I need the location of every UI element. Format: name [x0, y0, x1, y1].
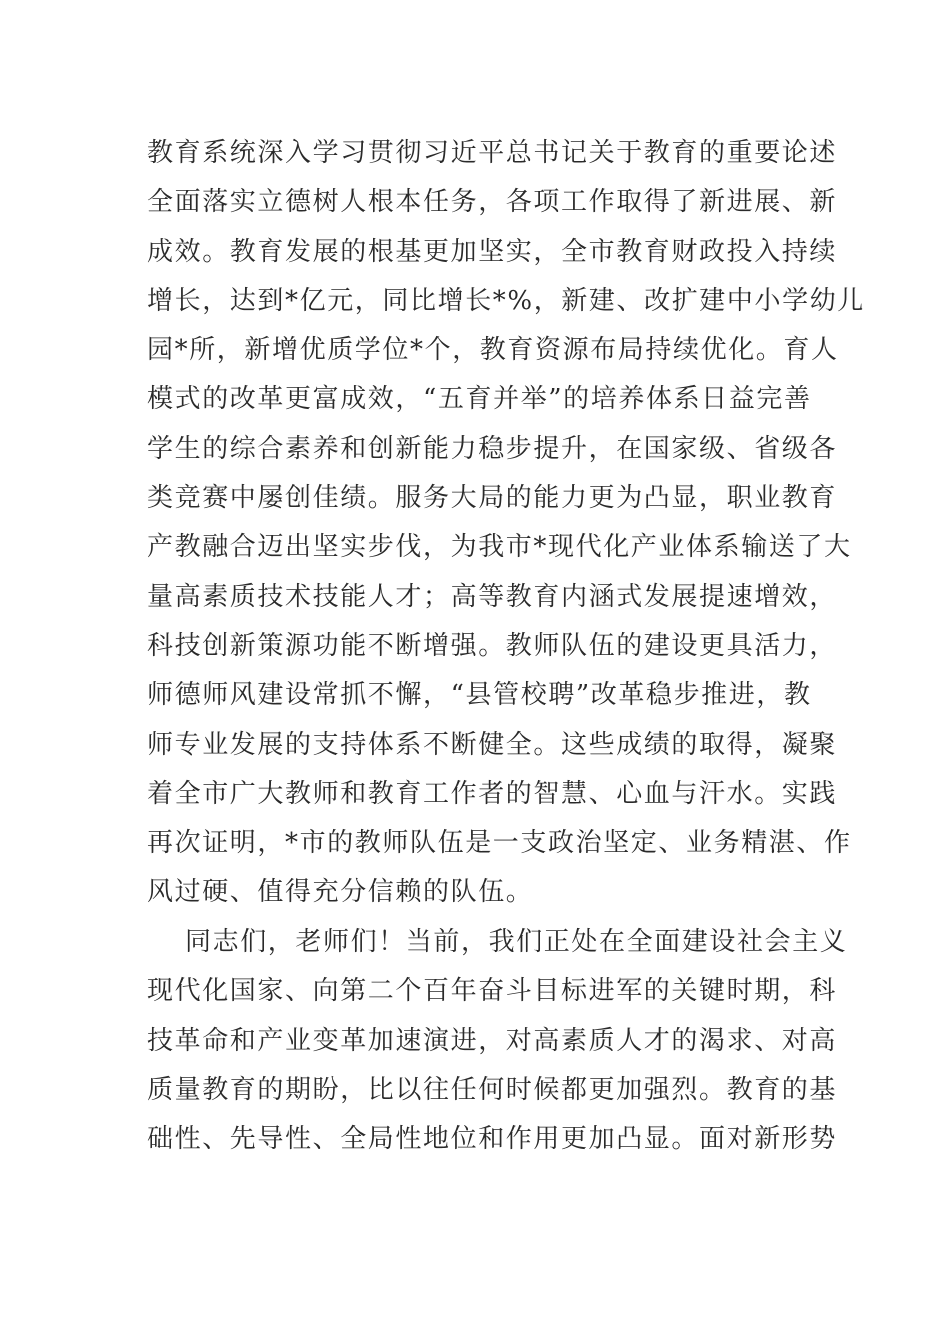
text-line: 础性、先导性、全局性地位和作用更加凸显。面对新形势 — [147, 1124, 838, 1155]
text-line: 再次证明，*市的教师队伍是一支政治坚定、业务精湛、作 — [147, 828, 852, 859]
text-line: 现代化国家、向第二个百年奋斗目标进军的关键时期，科 — [147, 976, 838, 1007]
text-line: 同志们，老师们！当前，我们正处在全面建设社会主义 — [185, 927, 848, 957]
text-line: 产教融合迈出坚实步伐，为我市*现代化产业体系输送了大 — [147, 532, 852, 563]
text-line: 模式的改革更富成效，“五育并举”的培养体系日益完善 — [147, 384, 812, 415]
text-line: 科技创新策源功能不断增强。教师队伍的建设更具活力， — [147, 630, 838, 661]
text-line: 学生的综合素养和创新能力稳步提升，在国家级、省级各 — [147, 433, 838, 464]
paragraph-1 — [147, 129, 865, 918]
text-line: 量高素质技术技能人才；高等教育内涵式发展提速增效， — [147, 581, 838, 612]
text-line: 增长，达到*亿元，同比增长*%，新建、改扩建中小学幼儿 — [147, 285, 865, 316]
text-line: 师德师风建设常抓不懈，“县管校聘”改革稳步推进，教 — [147, 680, 812, 711]
text-line: 全面落实立德树人根本任务，各项工作取得了新进展、新 — [147, 187, 838, 218]
paragraph-2 — [147, 918, 848, 1164]
text-line: 园*所，新增优质学位*个，教育资源布局持续优化。育人 — [147, 335, 839, 366]
text-line: 师专业发展的支持体系不断健全。这些成绩的取得，凝聚 — [147, 729, 838, 760]
text-line: 成效。教育发展的根基更加坚实，全市教育财政投入持续 — [147, 236, 838, 267]
text-line: 风过硬、值得充分信赖的队伍。 — [147, 877, 534, 908]
text-line: 着全市广大教师和教育工作者的智慧、心血与汗水。实践 — [147, 778, 838, 809]
text-line: 技革命和产业变革加速演进，对高素质人才的渴求、对高 — [147, 1025, 838, 1056]
text-line: 教育系统深入学习贯彻习近平总书记关于教育的重要论述 — [147, 138, 838, 168]
text-line: 质量教育的期盼，比以往任何时候都更加强烈。教育的基 — [147, 1074, 838, 1105]
text-line: 类竞赛中屡创佳绩。服务大局的能力更为凸显，职业教育 — [147, 483, 838, 514]
